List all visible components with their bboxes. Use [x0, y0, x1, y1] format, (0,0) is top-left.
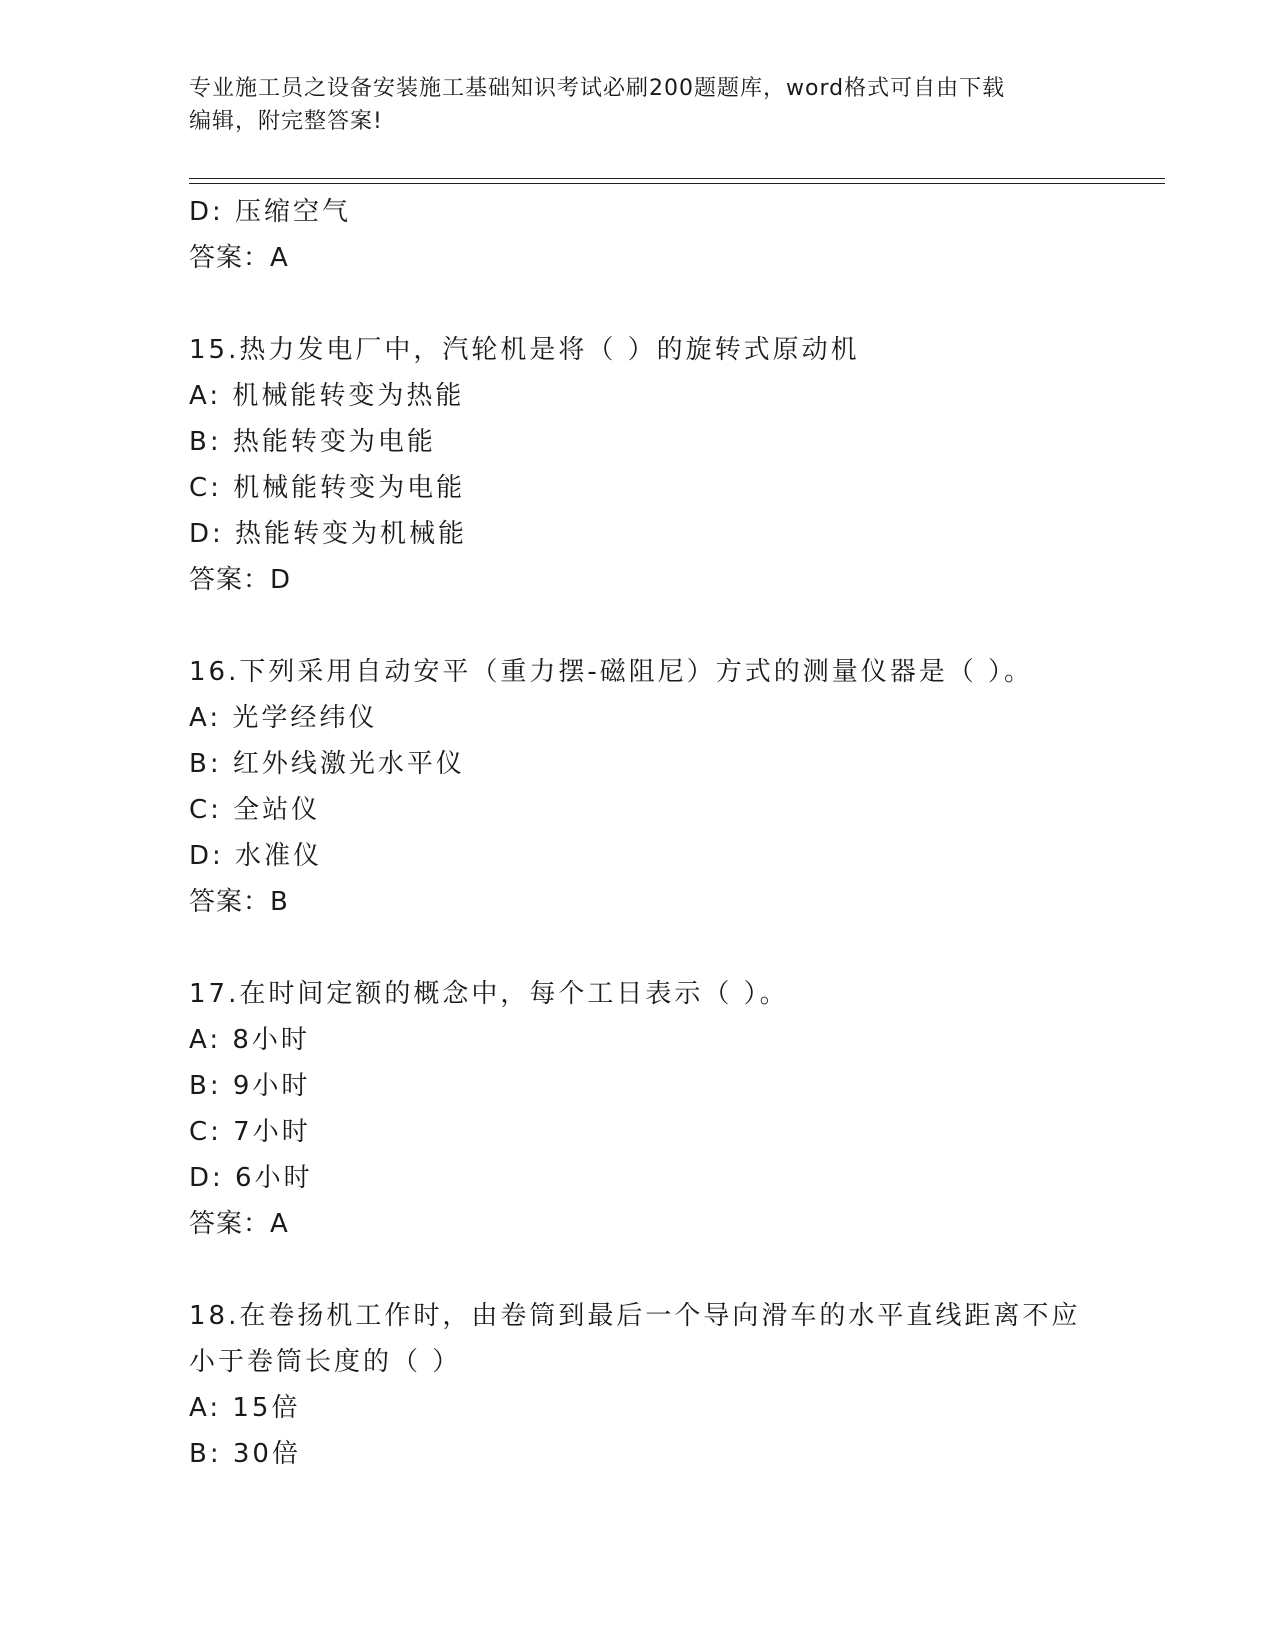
spacer — [189, 1247, 1149, 1293]
option-b: B: 热能转变为电能 — [189, 427, 436, 457]
option-b: B: 30倍 — [189, 1439, 301, 1469]
question-18 — [189, 1293, 1149, 1477]
option-a: A: 15倍 — [189, 1393, 301, 1423]
spacer — [189, 281, 1149, 327]
option-a: A: 光学经纬仪 — [189, 703, 378, 733]
option-c: C: 7小时 — [189, 1117, 311, 1147]
header-title-line-1: 专业施工员之设备安装施工基础知识考试必刷200题题库，word格式可自由下载 — [189, 76, 1006, 101]
question-title: 15.热力发电厂中，汽轮机是将（ ）的旋转式原动机 — [189, 335, 860, 365]
question-16 — [189, 649, 1149, 925]
question-17 — [189, 971, 1149, 1247]
answer-line: 答案：D — [189, 565, 292, 595]
question-title-line-1: 18.在卷扬机工作时，由卷筒到最后一个导向滑车的水平直线距离不应 — [189, 1301, 1081, 1331]
option-b: B: 9小时 — [189, 1071, 311, 1101]
answer-line: 答案：B — [189, 887, 289, 917]
option-d: D: 压缩空气 — [189, 197, 352, 227]
header-title-line-2: 编辑，附完整答案! — [189, 109, 383, 134]
header-divider-top — [189, 178, 1165, 179]
answer-line: 答案：A — [189, 1209, 289, 1239]
answer-line: 答案：A — [189, 243, 289, 273]
option-c: C: 机械能转变为电能 — [189, 473, 466, 503]
header-divider-bottom — [189, 183, 1165, 184]
option-c: C: 全站仪 — [189, 795, 321, 825]
option-a: A: 机械能转变为热能 — [189, 381, 465, 411]
document-header — [189, 72, 1079, 138]
question-title: 17.在时间定额的概念中，每个工日表示（ ）。 — [189, 979, 789, 1009]
option-a: A: 8小时 — [189, 1025, 310, 1055]
question-title: 16.下列采用自动安平（重力摆-磁阻尼）方式的测量仪器是（ ）。 — [189, 657, 1033, 687]
question-15 — [189, 327, 1149, 603]
option-b: B: 红外线激光水平仪 — [189, 749, 465, 779]
question-title-line-2: 小于卷筒长度的（ ） — [189, 1347, 462, 1377]
spacer — [189, 925, 1149, 971]
question-list — [189, 189, 1149, 1477]
spacer — [189, 603, 1149, 649]
option-d: D: 热能转变为机械能 — [189, 519, 468, 549]
option-d: D: 水准仪 — [189, 841, 323, 871]
option-d: D: 6小时 — [189, 1163, 313, 1193]
